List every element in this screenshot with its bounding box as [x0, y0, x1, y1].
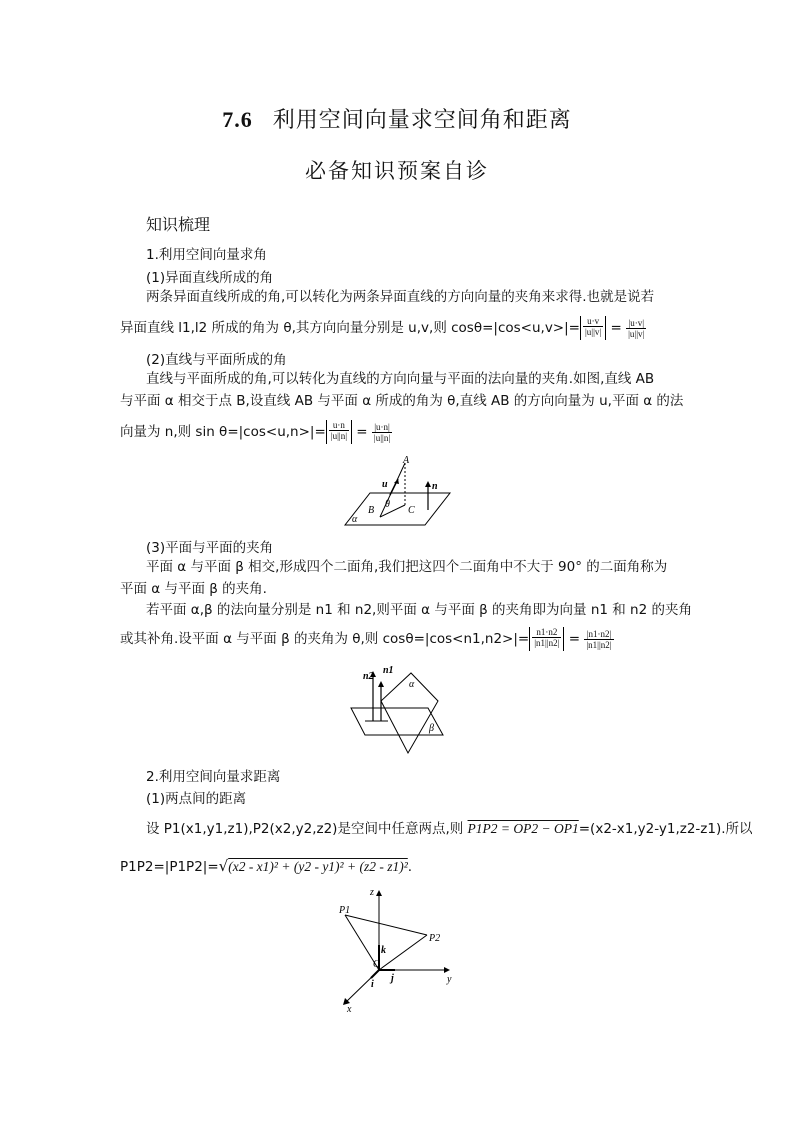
- label-alpha: α: [352, 514, 358, 525]
- p3-line1: 平面 α 与平面 β 相交,形成四个二面角,我们把这四个二面角中不大于 90° 的二面角称为: [146, 559, 668, 575]
- label-alpha2: α: [409, 679, 415, 690]
- vector-op2: [379, 935, 427, 970]
- unit-i: [371, 970, 379, 978]
- label-i: i: [371, 979, 374, 990]
- p2-line3: 向量为 n,则 sin θ=|cos<u,n>|= $\frac{u\cdot n}{|u||n|}$ = $\frac{|u\cdot n|}{|u||n|}$: [120, 420, 391, 443]
- frac6-num: |n1·n2|: [584, 629, 613, 640]
- section-number: 7.6: [222, 107, 253, 132]
- label-z: z: [370, 887, 374, 898]
- label-O: O: [373, 959, 381, 970]
- label-P2: P2: [429, 933, 441, 944]
- p2-line2: 与平面 α 相交于点 B,设直线 AB 与平面 α 所成的角为 θ,直线 AB 的方向向量为 u,平面 α 的法: [120, 393, 684, 409]
- label-C: C: [408, 505, 415, 516]
- p4-line2-text: P1P2=|P1P2|=: [120, 859, 219, 875]
- frac4-num: |u·n|: [372, 422, 392, 433]
- label-A: A: [403, 455, 410, 466]
- p1-line2-text: 异面直线 l1,l2 所成的角为 θ,其方向向量分别是 u,v,则 cosθ=|cos<u,v>|=: [120, 320, 580, 336]
- fraction-4: [372, 422, 392, 443]
- section-heading: 知识梳理: [146, 215, 211, 234]
- p3-line4: 或其补角.设平面 α 与平面 β 的夹角为 θ,则 cosθ=|cos<n1,n2>|= $\frac{n1\cdot n2}{|n1||n2|}$ = $\frac{|n1\cdot n2|}{|n1||n2|}$: [120, 627, 612, 650]
- p3-line3: 若平面 α,β 的法向量分别是 n1 和 n2,则平面 α 与平面 β 的夹角即为向量 n1 和 n2 的夹角: [146, 602, 692, 618]
- part1-sub1: (1)异面直线所成的角: [146, 270, 274, 286]
- label-y: y: [447, 974, 452, 985]
- p2-line1: 直线与平面所成的角,可以转化为直线的方向向量与平面的法向量的夹角.如图,直线 AB: [146, 371, 655, 387]
- label-n: n: [432, 481, 438, 492]
- projection-bc: [380, 505, 405, 517]
- label-n2: n2: [363, 671, 374, 682]
- p1-line1: 两条异面直线所成的角,可以转化为两条异面直线的方向向量的夹角来求得.也就是说若: [146, 289, 655, 305]
- frac2-num: |u·v|: [626, 318, 646, 329]
- fraction-3: [329, 420, 349, 441]
- p1-line2: 异面直线 l1,l2 所成的角为 θ,其方向向量分别是 u,v,则 cosθ=|cos<u,v>|= $\frac{u\cdot v}{|u||v|}$ = $\frac{|u\cdot v|}{|u||v|}$: [120, 316, 645, 339]
- part1-sub3: (3)平面与平面的夹角: [146, 540, 274, 556]
- part1-heading: 1.利用空间向量求角: [146, 247, 267, 263]
- part2-sub1: (1)两点间的距离: [146, 791, 247, 807]
- frac5-den: |n1||n2|: [534, 638, 560, 648]
- page-title: [0, 103, 794, 134]
- segment-p1p2: [345, 915, 427, 935]
- label-n1: n1: [383, 665, 394, 676]
- label-beta: β: [429, 723, 434, 734]
- label-j: j: [391, 973, 394, 984]
- label-B: B: [368, 505, 375, 516]
- fraction-2: [626, 318, 646, 339]
- p3-line2: 平面 α 与平面 β 的夹角.: [120, 581, 267, 597]
- figure-two-planes: [343, 663, 453, 759]
- fraction-1: [583, 316, 603, 337]
- part2-heading: 2.利用空间向量求距离: [146, 769, 281, 785]
- label-P1: P1: [339, 905, 351, 916]
- abs-value-3: [529, 627, 564, 651]
- fraction-6: [584, 629, 613, 650]
- frac3-den: |u||n|: [330, 431, 348, 441]
- p4-line1-text: 设 P1(x1,y1,z1),P2(x2,y2,z2)是空间中任意两点,则: [146, 821, 464, 837]
- figure-line-plane: [340, 455, 460, 527]
- label-u: u: [382, 479, 388, 490]
- vector-n2-arrowhead: [378, 681, 384, 687]
- page-subtitle: 必备知识预案自诊: [305, 159, 489, 183]
- z-axis-arrowhead: [376, 890, 382, 896]
- p4-line2: P1P2=|P1P2|=√(x2 - x1)² + (y2 - y1)² + (z2 - z1)².: [120, 857, 413, 875]
- part1-sub2: (2)直线与平面所成的角: [146, 352, 287, 368]
- frac6-den: |n1||n2|: [586, 639, 612, 650]
- abs-value-2: [326, 420, 352, 444]
- p4-line1-tail: =(x2-x1,y2-y1,z2-z1).所以: [578, 821, 753, 837]
- fraction-5: [532, 627, 561, 648]
- sqrt-sign: √: [218, 857, 229, 875]
- figure-coordinate-axes: [335, 885, 465, 1013]
- y-axis-arrowhead: [444, 967, 450, 973]
- vector-expression: P1P2 = OP2 − OP1: [467, 821, 579, 836]
- frac5-num: n1·n2: [532, 627, 561, 638]
- frac1-num: u·v: [583, 316, 603, 327]
- p4-line1: [146, 820, 753, 838]
- vector-n-arrowhead: [425, 481, 431, 487]
- label-theta: θ: [385, 499, 390, 510]
- frac3-num: u·n: [329, 420, 349, 431]
- sqrt-radicand: (x2 - x1)² + (y2 - y1)² + (z2 - z1)²: [228, 859, 408, 874]
- abs-value-1: [580, 316, 606, 340]
- frac4-den: |u||n|: [373, 432, 391, 443]
- frac1-den: |u||v|: [584, 327, 602, 337]
- label-x: x: [347, 1004, 352, 1013]
- title-text: 利用空间向量求空间角和距离: [272, 108, 572, 133]
- frac2-den: |u||v|: [628, 328, 645, 339]
- p3-line4-text: 或其补角.设平面 α 与平面 β 的夹角为 θ,则 cosθ=|cos<n1,n2>|=: [120, 631, 530, 647]
- label-k: k: [381, 945, 386, 956]
- p2-line3-text: 向量为 n,则 sin θ=|cos<u,n>|=: [120, 424, 326, 440]
